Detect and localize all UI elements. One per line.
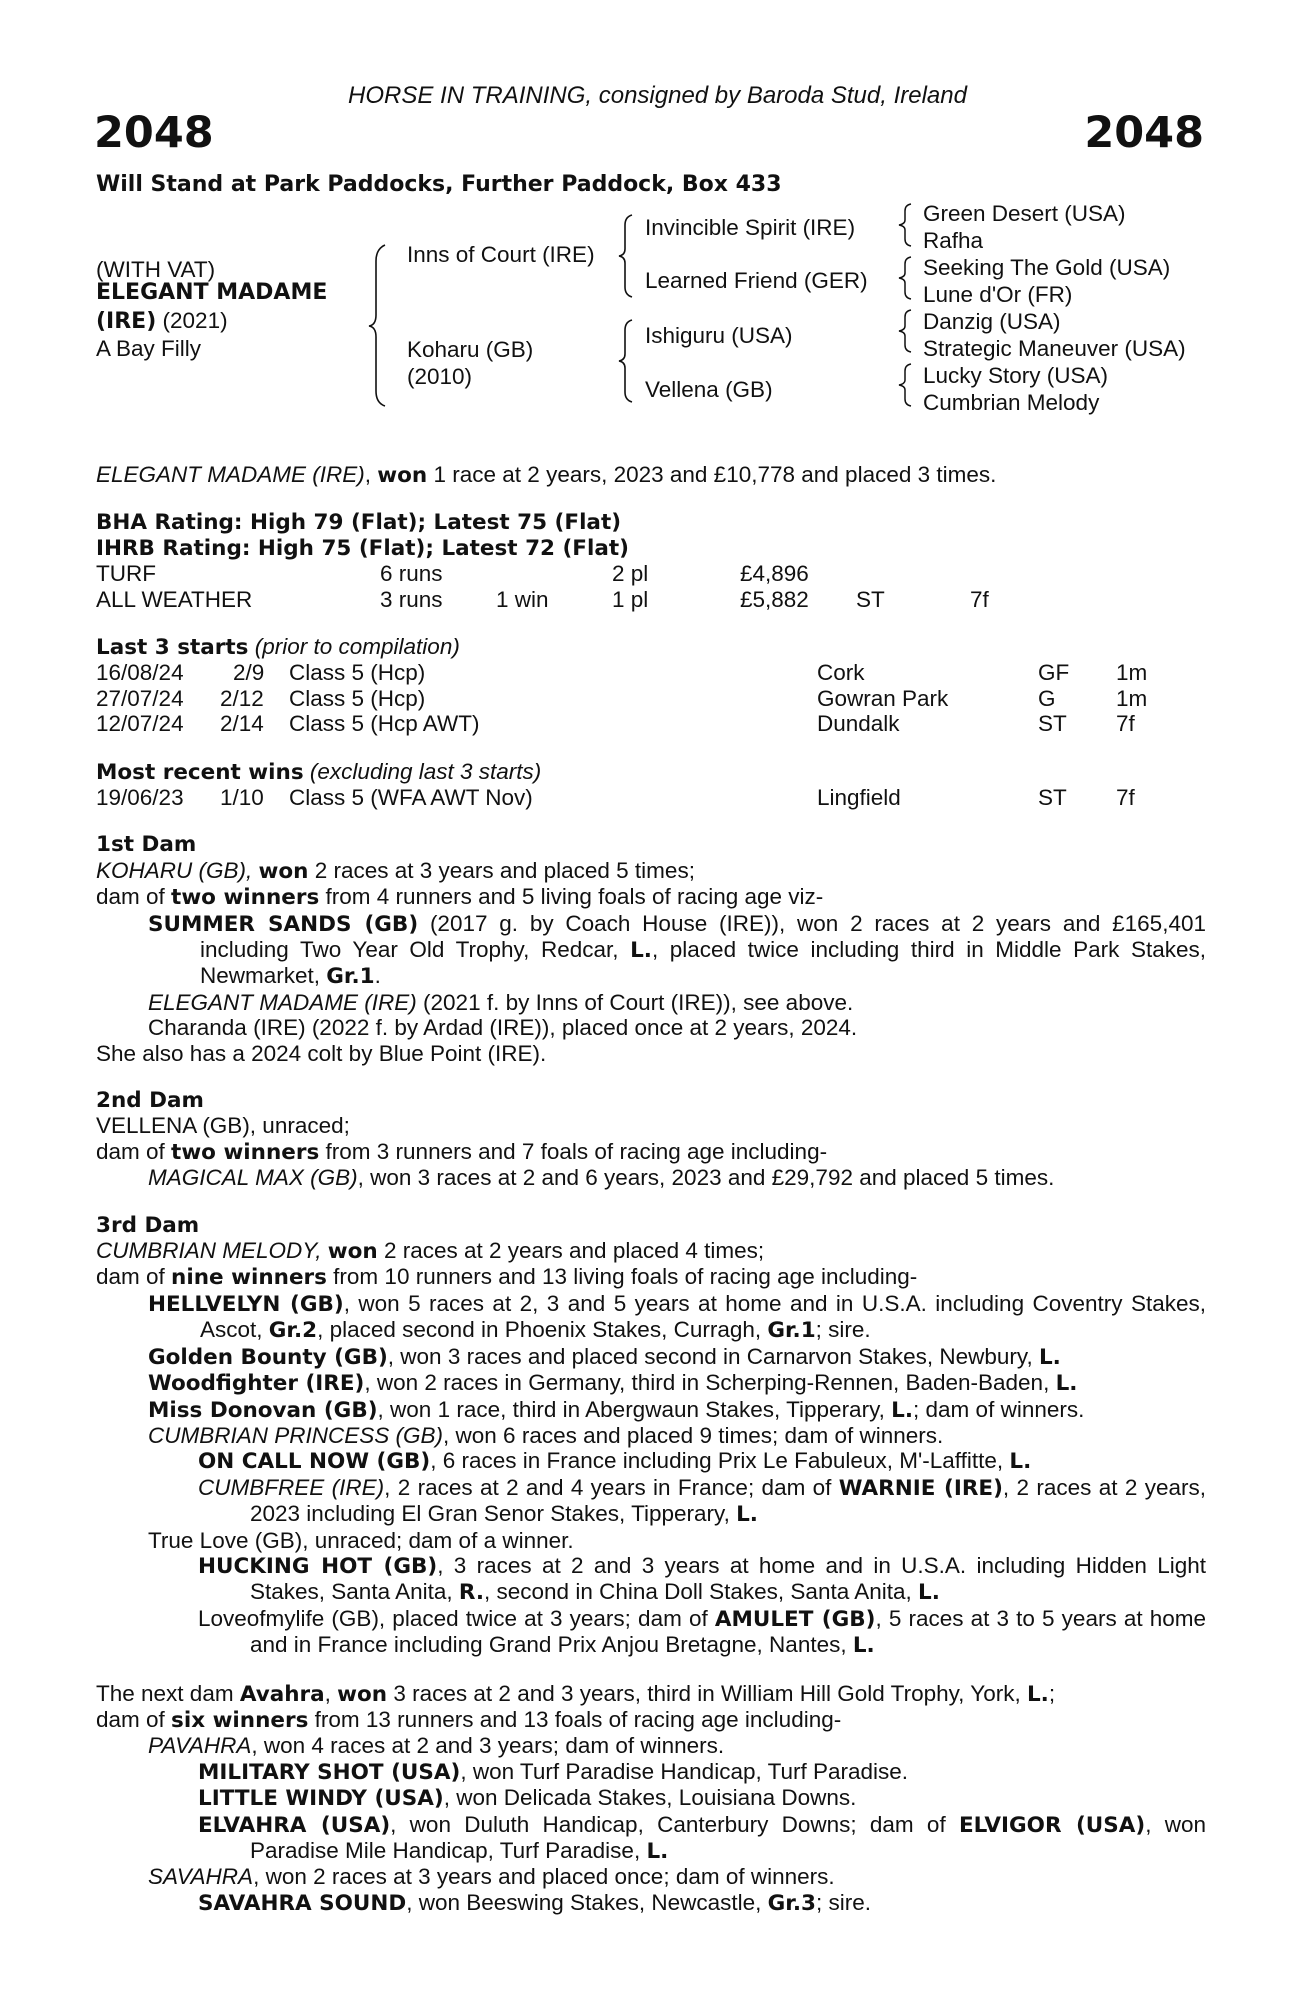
- progeny-entry: HUCKING HOT (GB), 3 races at 2 and 3 years at home and in U.S.A. including Hidden Light Stakes, Santa Anita, R., second in China Doll Stakes, Santa Anita, L.: [198, 1552, 1207, 1606]
- pedigree-sire: Inns of Court (IRE): [407, 242, 595, 267]
- pedigree-ancestor: Rafha: [923, 228, 984, 253]
- first-dam-line: KOHARU (GB), won 2 races at 3 years and placed 5 times;: [96, 857, 695, 884]
- win-row: 19/06/23 1/10 Class 5 (WFA AWT Nov) Lingfield ST 7f: [96, 784, 1135, 810]
- record-row-all-weather: ALL WEATHER 3 runs 1 win 1 pl £5,882 ST 7f: [96, 586, 989, 612]
- horse-year: (2021): [162, 308, 228, 333]
- start-row: 16/08/24 2/9 Class 5 (Hcp) Cork GF 1m: [96, 660, 1148, 686]
- horse-name-line2: [96, 310, 228, 333]
- progeny-entry: ELEGANT MADAME (IRE) (2021 f. by Inns of Court (IRE)), see above.: [148, 989, 854, 1015]
- progeny-entry: SAVAHRA SOUND, won Beeswing Stakes, Newcastle, Gr.3; sire.: [198, 1889, 871, 1916]
- progeny-entry: Woodfighter (IRE), won 2 races in Germany, third in Scherping-Rennen, Baden-Baden, L.: [148, 1370, 1078, 1397]
- second-dam-heading: 2nd Dam: [96, 1088, 204, 1114]
- progeny-entry: Golden Bounty (GB), won 3 races and placed second in Carnarvon Stakes, Newbury, L.: [148, 1343, 1061, 1370]
- record-row-turf: TURF 6 runs 2 pl £4,896: [96, 561, 809, 587]
- next-dam-line: The next dam Avahra, won 3 races at 2 and 3 years, third in William Hill Gold Trophy, York, L.;: [96, 1680, 1056, 1707]
- progeny-entry: True Love (GB), unraced; dam of a winner.: [148, 1527, 574, 1553]
- start-row: 12/07/24 2/14 Class 5 (Hcp AWT) Dundalk ST 7f: [96, 711, 1135, 737]
- pedigree-ancestor: Lucky Story (USA): [923, 363, 1109, 388]
- catalogue-body: [96, 462, 1206, 1916]
- bha-rating: BHA Rating: High 79 (Flat); Latest 75 (Flat): [96, 510, 622, 536]
- ihrb-rating: IHRB Rating: High 75 (Flat); Latest 72 (Flat): [96, 535, 629, 561]
- progeny-entry: Miss Donovan (GB), won 1 race, third in Abergwaun Stakes, Tipperary, L.; dam of winners.: [148, 1396, 1085, 1423]
- pedigree-brace-main: [368, 243, 388, 408]
- progeny-entry: ELVAHRA (USA), won Duluth Handicap, Canterbury Downs; dam of ELVIGOR (USA), won Paradise Mile Handicap, Turf Paradise, L.: [198, 1811, 1207, 1864]
- pedigree-brace-dam: [618, 318, 634, 404]
- progeny-entry: Loveofmylife (GB), placed twice at 3 years; dam of AMULET (GB), 5 races at 3 to 5 years at home and in France including Grand Prix Anjou Bretagne, Nantes, L.: [198, 1605, 1207, 1659]
- progeny-entry: ON CALL NOW (GB), 6 races in France including Prix Le Fabuleux, M'-Laffitte, L.: [198, 1448, 1032, 1475]
- third-dam-line: CUMBRIAN MELODY, won 2 races at 2 years and placed 4 times;: [96, 1238, 765, 1265]
- pedigree-dam-year: (2010): [407, 364, 473, 389]
- pedigree-brace-gs1: [898, 202, 914, 248]
- pedigree-brace-sire: [618, 213, 634, 299]
- progeny-entry: PAVAHRA, won 4 races at 2 and 3 years; dam of winners.: [148, 1733, 725, 1759]
- second-dam-produce-line: dam of two winners from 3 runners and 7 foals of racing age including-: [96, 1138, 828, 1165]
- pedigree-ancestor: Danzig (USA): [923, 309, 1061, 334]
- pedigree-ancestor: Cumbrian Melody: [923, 390, 1100, 415]
- progeny-entry: SUMMER SANDS (GB) (2017 g. by Coach House (IRE)), won 2 races at 2 years and £165,401 including Two Year Old Trophy, Redcar, L., placed twice including third in Middle Park Stakes, Newmarket, Gr.1.: [148, 910, 1206, 990]
- first-dam-heading: 1st Dam: [96, 832, 197, 858]
- pedigree-ancestor: Green Desert (USA): [923, 201, 1126, 226]
- pedigree-brace-gs2: [898, 255, 914, 301]
- third-dam-heading: 3rd Dam: [96, 1212, 200, 1238]
- progeny-entry: SAVAHRA, won 2 races at 3 years and placed once; dam of winners.: [148, 1864, 835, 1890]
- horse-description: A Bay Filly: [96, 336, 202, 361]
- pedigree-ancestor: Lune d'Or (FR): [923, 282, 1073, 307]
- progeny-entry: CUMBRIAN PRINCESS (GB), won 6 races and placed 9 times; dam of winners.: [148, 1422, 944, 1448]
- pedigree-brace-gs4: [898, 362, 914, 408]
- progeny-note: She also has a 2024 colt by Blue Point (IRE).: [96, 1040, 547, 1066]
- progeny-entry: LITTLE WINDY (USA), won Delicada Stakes, Louisiana Downs.: [198, 1785, 857, 1812]
- third-dam-produce-line: dam of nine winners from 10 runners and 13 living foals of racing age including-: [96, 1264, 918, 1291]
- progeny-entry: HELLVELYN (GB), won 5 races at 2, 3 and 5 years at home and in U.S.A. including Coventry Stakes, Ascot, Gr.2, placed second in Phoenix Stakes, Curragh, Gr.1; sire.: [148, 1290, 1206, 1344]
- last-starts-heading: Last 3 starts (prior to compilation): [96, 634, 460, 660]
- vat-note: (WITH VAT): [96, 257, 216, 282]
- pedigree-grandsire: Learned Friend (GER): [645, 268, 868, 293]
- lot-number-left: 2048: [94, 108, 214, 158]
- horse-origin: (IRE): [96, 309, 157, 334]
- pedigree-grandsire: Vellena (GB): [645, 377, 773, 402]
- start-row: 27/07/24 2/12 Class 5 (Hcp) Gowran Park G 1m: [96, 685, 1148, 711]
- stand-location: Will Stand at Park Paddocks, Further Paddock, Box 433: [96, 172, 782, 197]
- first-dam-produce-line: dam of two winners from 4 runners and 5 living foals of racing age viz-: [96, 884, 824, 911]
- horse-name: ELEGANT MADAME: [96, 280, 328, 305]
- pedigree-ancestor: Strategic Maneuver (USA): [923, 336, 1186, 361]
- pedigree-grandsire: Invincible Spirit (IRE): [645, 215, 856, 240]
- progeny-entry: Charanda (IRE) (2022 f. by Ardad (IRE)), placed once at 2 years, 2024.: [148, 1015, 858, 1041]
- progeny-entry: MAGICAL MAX (GB), won 3 races at 2 and 6 years, 2023 and £29,792 and placed 5 times.: [148, 1165, 1055, 1191]
- lot-number-right: 2048: [1084, 108, 1204, 158]
- next-dam-produce-line: dam of six winners from 13 runners and 13 foals of racing age including-: [96, 1706, 842, 1733]
- progeny-entry: MILITARY SHOT (USA), won Turf Paradise Handicap, Turf Paradise.: [198, 1758, 909, 1785]
- pedigree-ancestor: Seeking The Gold (USA): [923, 255, 1171, 280]
- progeny-entry: CUMBFREE (IRE), 2 races at 2 and 4 years in France; dam of WARNIE (IRE), 2 races at 2 years, 2023 including El Gran Senor Stakes, Tipperary, L.: [198, 1474, 1206, 1528]
- pedigree-dam: Koharu (GB): [407, 337, 534, 362]
- second-dam-line: VELLENA (GB), unraced;: [96, 1113, 350, 1139]
- consignor-line: HORSE IN TRAINING, consigned by Baroda Stud, Ireland: [348, 82, 967, 109]
- recent-wins-heading: Most recent wins (excluding last 3 starts): [96, 758, 542, 785]
- pedigree-brace-gs3: [898, 308, 914, 354]
- pedigree-grandsire: Ishiguru (USA): [645, 323, 793, 348]
- race-summary: ELEGANT MADAME (IRE), won 1 race at 2 years, 2023 and £10,778 and placed 3 times.: [96, 462, 997, 488]
